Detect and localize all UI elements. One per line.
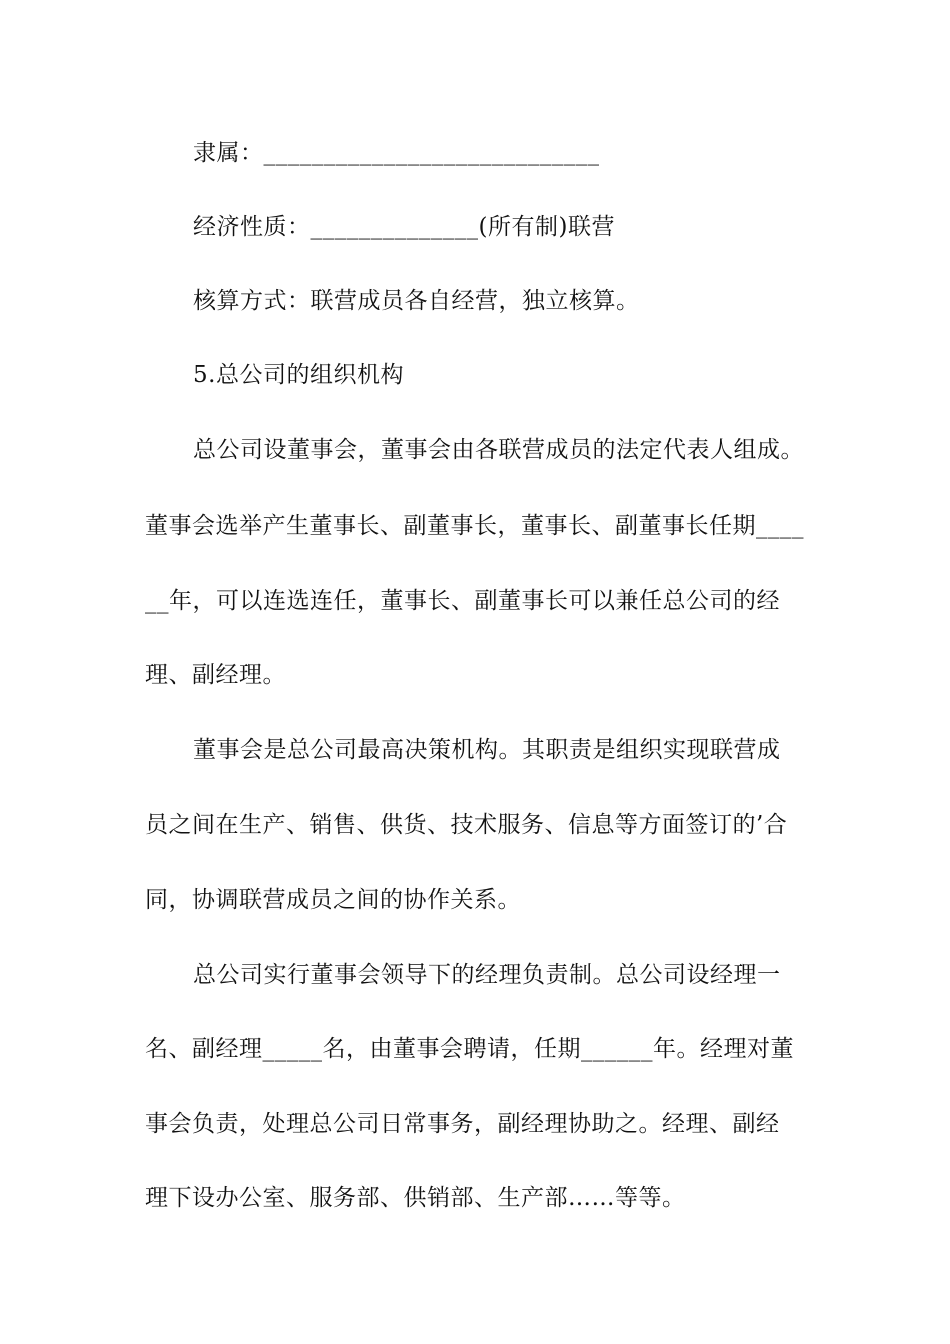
- paragraph-duties-line-1: 董事会是总公司最高决策机构。其职责是组织实现联营成: [193, 737, 781, 763]
- paragraph-manager-line-4: 理下设办公室、服务部、供销部、生产部……等等。: [145, 1185, 686, 1211]
- paragraph-manager-line-2: 名、副经理_____名，由董事会聘请，任期______年。经理对董: [145, 1036, 794, 1062]
- paragraph-board-line-2: 董事会选举产生董事长、副董事长，董事长、副董事长任期____: [145, 513, 804, 539]
- accounting-method-line: 核算方式：联营成员各自经营，独立核算。: [193, 288, 640, 314]
- paragraph-board-line-1: 总公司设董事会，董事会由各联营成员的法定代表人组成。: [193, 437, 804, 463]
- economic-nature-line: 经济性质：______________(所有制)联营: [193, 214, 615, 240]
- paragraph-board-line-4: 理、副经理。: [145, 662, 286, 688]
- paragraph-manager-line-1: 总公司实行董事会领导下的经理负责制。总公司设经理一: [193, 962, 781, 988]
- section-heading: 5.总公司的组织机构: [193, 362, 404, 388]
- paragraph-duties-line-3: 同，协调联营成员之间的协作关系。: [145, 887, 521, 913]
- affiliation-line: 隶属：____________________________: [193, 140, 600, 166]
- paragraph-duties-line-2: 员之间在生产、销售、供货、技术服务、信息等方面签订的’合: [145, 812, 788, 838]
- paragraph-board-line-3: __年，可以连选连任，董事长、副董事长可以兼任总公司的经: [145, 588, 780, 614]
- paragraph-manager-line-3: 事会负责，处理总公司日常事务，副经理协助之。经理、副经: [145, 1111, 780, 1137]
